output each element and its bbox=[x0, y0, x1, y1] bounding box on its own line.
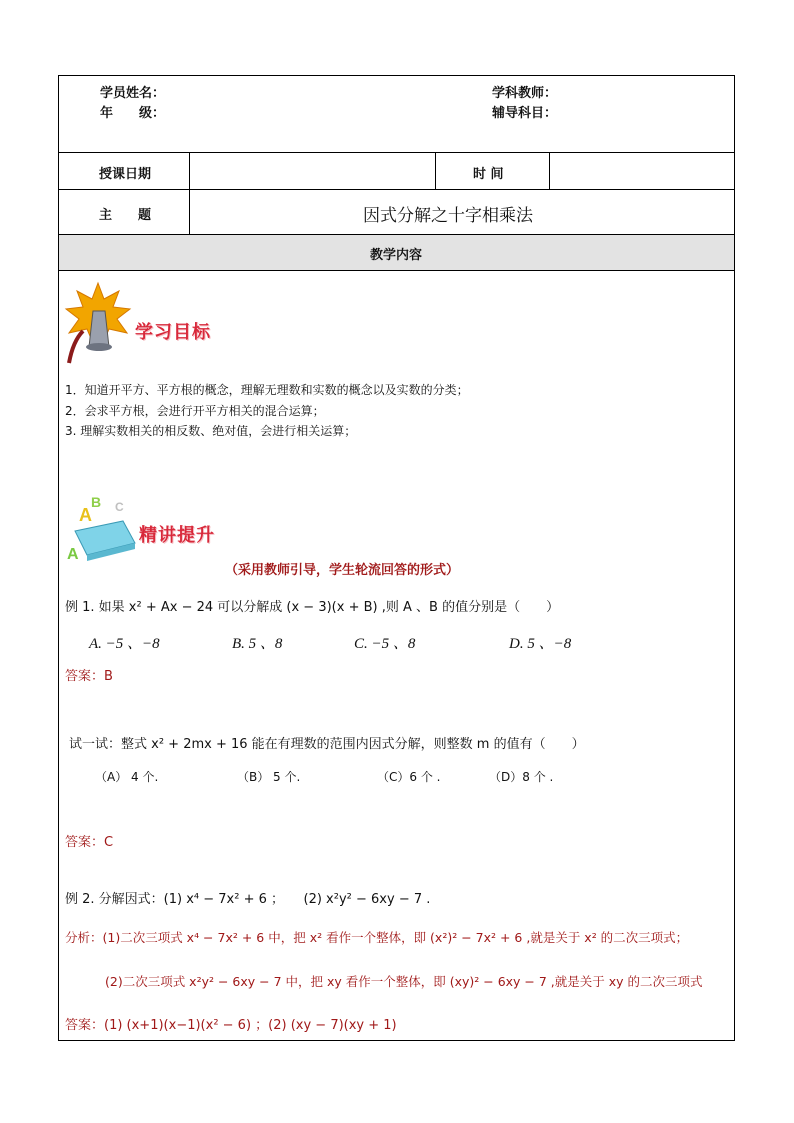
example2-question: 例 2. 分解因式：(1) x⁴ − 7x² + 6 ； (2) x²y² − 6xy − 7 . bbox=[65, 892, 431, 907]
subject-teacher-label: 学科教师： bbox=[492, 86, 558, 101]
goal-item: 2．会求平方根，会进行开平方相关的混合运算； bbox=[65, 404, 325, 418]
example2-answer: 答案：(1) (x+1)(x−1)(x² − 6) ；(2) (xy − 7)(xy + 1) bbox=[65, 1018, 397, 1033]
time-label: 时 间 bbox=[473, 167, 504, 182]
try-option-d: （D）8 个 . bbox=[489, 770, 554, 784]
abc-book-icon bbox=[65, 491, 137, 563]
svg-text:B: B bbox=[91, 494, 102, 510]
student-name-label: 学员姓名： bbox=[100, 86, 166, 101]
try-answer: 答案：C bbox=[65, 835, 114, 850]
example2-analysis-2: (2)二次三项式 x²y² − 6xy − 7 中，把 xy 看作一个整体，即 (xy)² − 6xy − 7 ,就是关于 xy 的二次三项式 bbox=[105, 974, 703, 989]
goal-item: 1．知道开平方、平方根的概念，理解无理数和实数的概念以及实数的分类； bbox=[65, 383, 469, 397]
svg-text:A: A bbox=[79, 505, 92, 525]
tutoring-subject-label: 辅导科目： bbox=[492, 106, 558, 121]
example1-option-c: C. −5 、8 bbox=[354, 636, 416, 652]
content-label: 教学内容 bbox=[370, 248, 423, 263]
goal-item: 3. 理解实数相关的相反数、绝对值，会进行相关运算； bbox=[65, 424, 357, 438]
lecture-subtitle: （采用教师引导，学生轮流回答的形式） bbox=[225, 563, 460, 578]
example1-option-b: B. 5 、8 bbox=[232, 636, 283, 652]
example2-analysis-1: 分析：(1)二次三项式 x⁴ − 7x² + 6 中，把 x² 看作一个整体，即 (x²)² − 7x² + 6 ,就是关于 x² 的二次三项式； bbox=[65, 930, 689, 945]
example1-answer: 答案：B bbox=[65, 669, 113, 684]
learning-goals-banner: 学习目标 bbox=[135, 322, 211, 343]
example1-option-d: D. 5 、−8 bbox=[509, 636, 572, 652]
date-label: 授课日期 bbox=[99, 167, 152, 182]
example1-option-a: A. −5 、−8 bbox=[89, 636, 160, 652]
try-option-a: （A） 4 个. bbox=[95, 770, 159, 784]
topic-value: 因式分解之十字相乘法 bbox=[363, 206, 533, 226]
try-question: 试一试：整式 x² + 2mx + 16 能在有理数的范围内因式分解，则整数 m 的值有（ ） bbox=[69, 737, 585, 752]
grade-label: 年 级： bbox=[100, 106, 166, 121]
topic-label: 主 题 bbox=[99, 208, 152, 223]
lesson-plan-table bbox=[58, 75, 735, 1041]
try-option-c: （C）6 个 . bbox=[377, 770, 441, 784]
maple-leaf-bell-icon bbox=[63, 281, 133, 366]
svg-text:A: A bbox=[67, 546, 79, 563]
try-option-b: （B） 5 个. bbox=[237, 770, 301, 784]
example1-question: 例 1. 如果 x² + Ax − 24 可以分解成 (x − 3)(x + B) ,则 A 、B 的值分别是（ ） bbox=[65, 600, 560, 615]
svg-text:C: C bbox=[115, 500, 124, 514]
lecture-banner: 精讲提升 bbox=[139, 525, 215, 546]
